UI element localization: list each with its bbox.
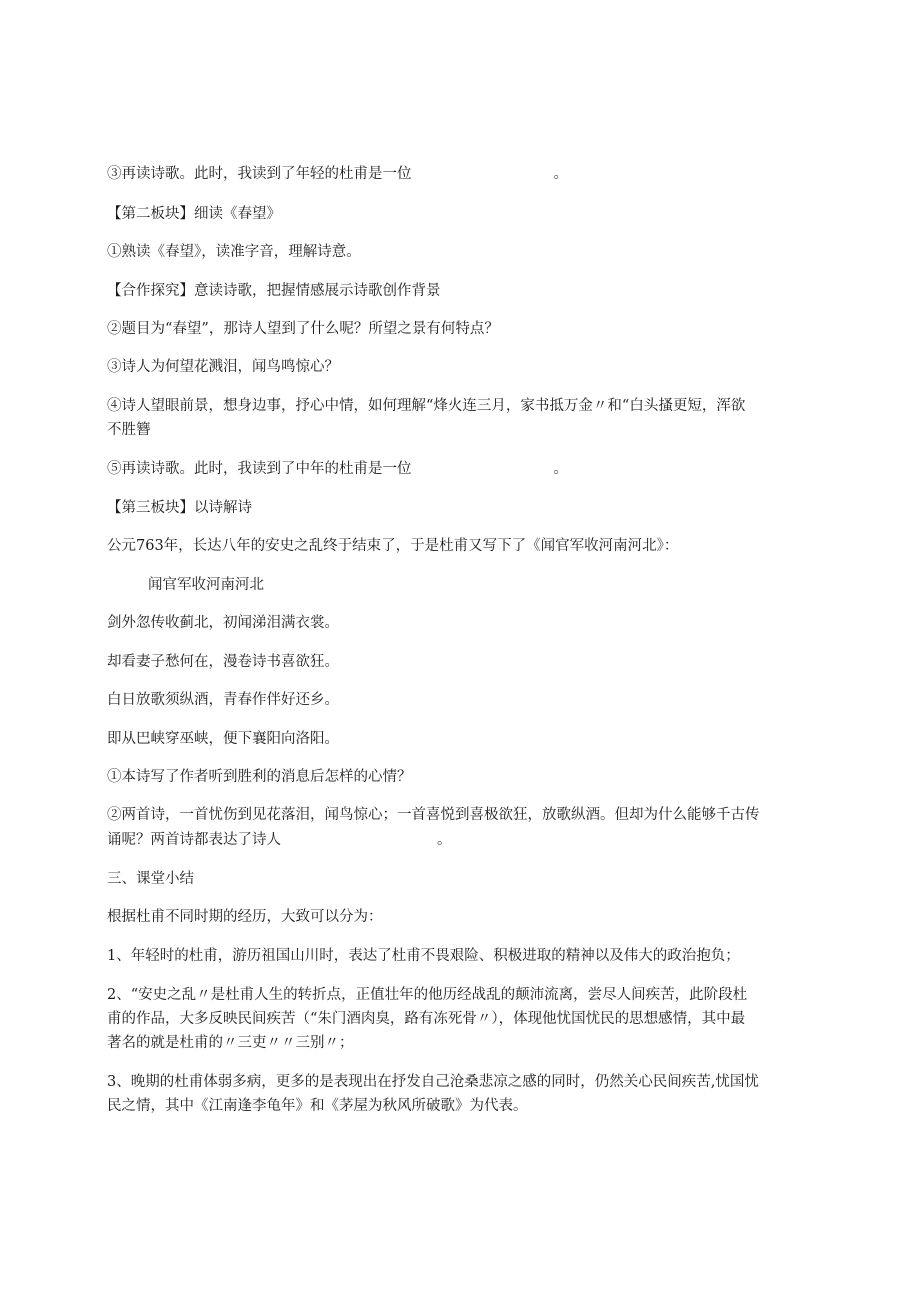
question-2-line-1: ②两首诗，一首忧伤到见花落泪，闻鸟惊心；一首喜悦到喜极欲狂，放歌纵酒。但却为什么能够千古传: [107, 807, 760, 823]
summary-point-2-line-2: 甫的作品，大多反映民间疾苦（“朱门酒肉臭，路有冻死骨〃），体现他忧国忧民的思想感情，其中最: [107, 1011, 746, 1027]
item-3: ③诗人为何望花溅泪，闻鸟鸣惊心？: [107, 359, 339, 375]
summary-intro: 根据杜甫不同时期的经历，大致可以分为：: [107, 909, 383, 925]
summary-heading: 三、课堂小结: [107, 871, 194, 887]
item-4-line-1: ④诗人望眼前景，想身边事，抒心中情，如何理解“烽火连三月，家书抵万金〃和“白头搔更短，浑欲: [107, 398, 746, 414]
reread-middle-line: [107, 457, 568, 481]
summary-point-3-line-2: 民之情，其中《江南逢李龟年》和《茅屋为秋风所破歌》为代表。: [107, 1098, 528, 1114]
poem-line: 白日放歌须纵酒，青春作伴好还乡。: [107, 692, 339, 708]
poem-intro: 公元763年，长达八年的安史之乱终于结束了，于是杜甫又写下了《闻官军收河南河北》：: [107, 538, 679, 554]
poem-line: 剑外忽传收蓟北，初闻涕泪满衣裳。: [107, 615, 339, 631]
coop-header: 【合作探究】意读诗歌，把握情感展示诗歌创作背景: [107, 283, 441, 299]
poem-line: 即从巴峡穿巫峡，便下襄阳向洛阳。: [107, 731, 339, 747]
summary-point-1: 1、年轻时的杜甫，游历祖国山川时，表达了杜甫不畏艰险、积极进取的精神以及伟大的政治抱负；: [107, 948, 740, 964]
question-2-suffix: 。: [437, 832, 452, 848]
reread-middle-prefix: ⑤再读诗歌。此时，我读到了中年的杜甫是一位: [107, 461, 412, 477]
item-4-line-2: 不胜簪: [107, 422, 151, 438]
question-2-prefix: 诵呢？两首诗都表达了诗人: [107, 832, 281, 848]
summary-point-2-line-1: 2、“安史之乱〃是杜甫人生的转折点，正值壮年的他历经战乱的颠沛流离，尝尽人间疾苦，此阶段杜: [107, 987, 748, 1003]
item-1: ①熟读《春望》，读准字音，理解诗意。: [107, 244, 361, 260]
reread-middle-suffix: 。: [553, 461, 568, 477]
item-2: ②题目为“春望”，那诗人望到了什么呢？所望之景有何特点？: [107, 321, 499, 337]
block2-header: 【第二板块】细读《春望》: [107, 206, 281, 222]
question-2-line-2: [107, 828, 452, 852]
poem-title: 闻官军收河南河北: [148, 577, 264, 593]
reread-young-line: [107, 162, 568, 186]
question-1: ①本诗写了作者听到胜利的消息后怎样的心情？: [107, 769, 412, 785]
reread-young-prefix: ③再读诗歌。此时，我读到了年轻的杜甫是一位: [107, 166, 412, 182]
poem-line: 却看妻子愁何在，漫卷诗书喜欲狂。: [107, 654, 339, 670]
reread-young-suffix: 。: [553, 166, 568, 182]
block3-header: 【第三板块】以诗解诗: [107, 500, 252, 516]
summary-point-2-line-3: 著名的就是杜甫的〃三吏〃〃三别〃；: [107, 1035, 354, 1051]
summary-point-3-line-1: 3、晚期的杜甫体弱多病，更多的是表现出在抒发自己沧桑悲凉之感的同时，仍然关心民间疾苦,忧国忧: [107, 1074, 759, 1090]
